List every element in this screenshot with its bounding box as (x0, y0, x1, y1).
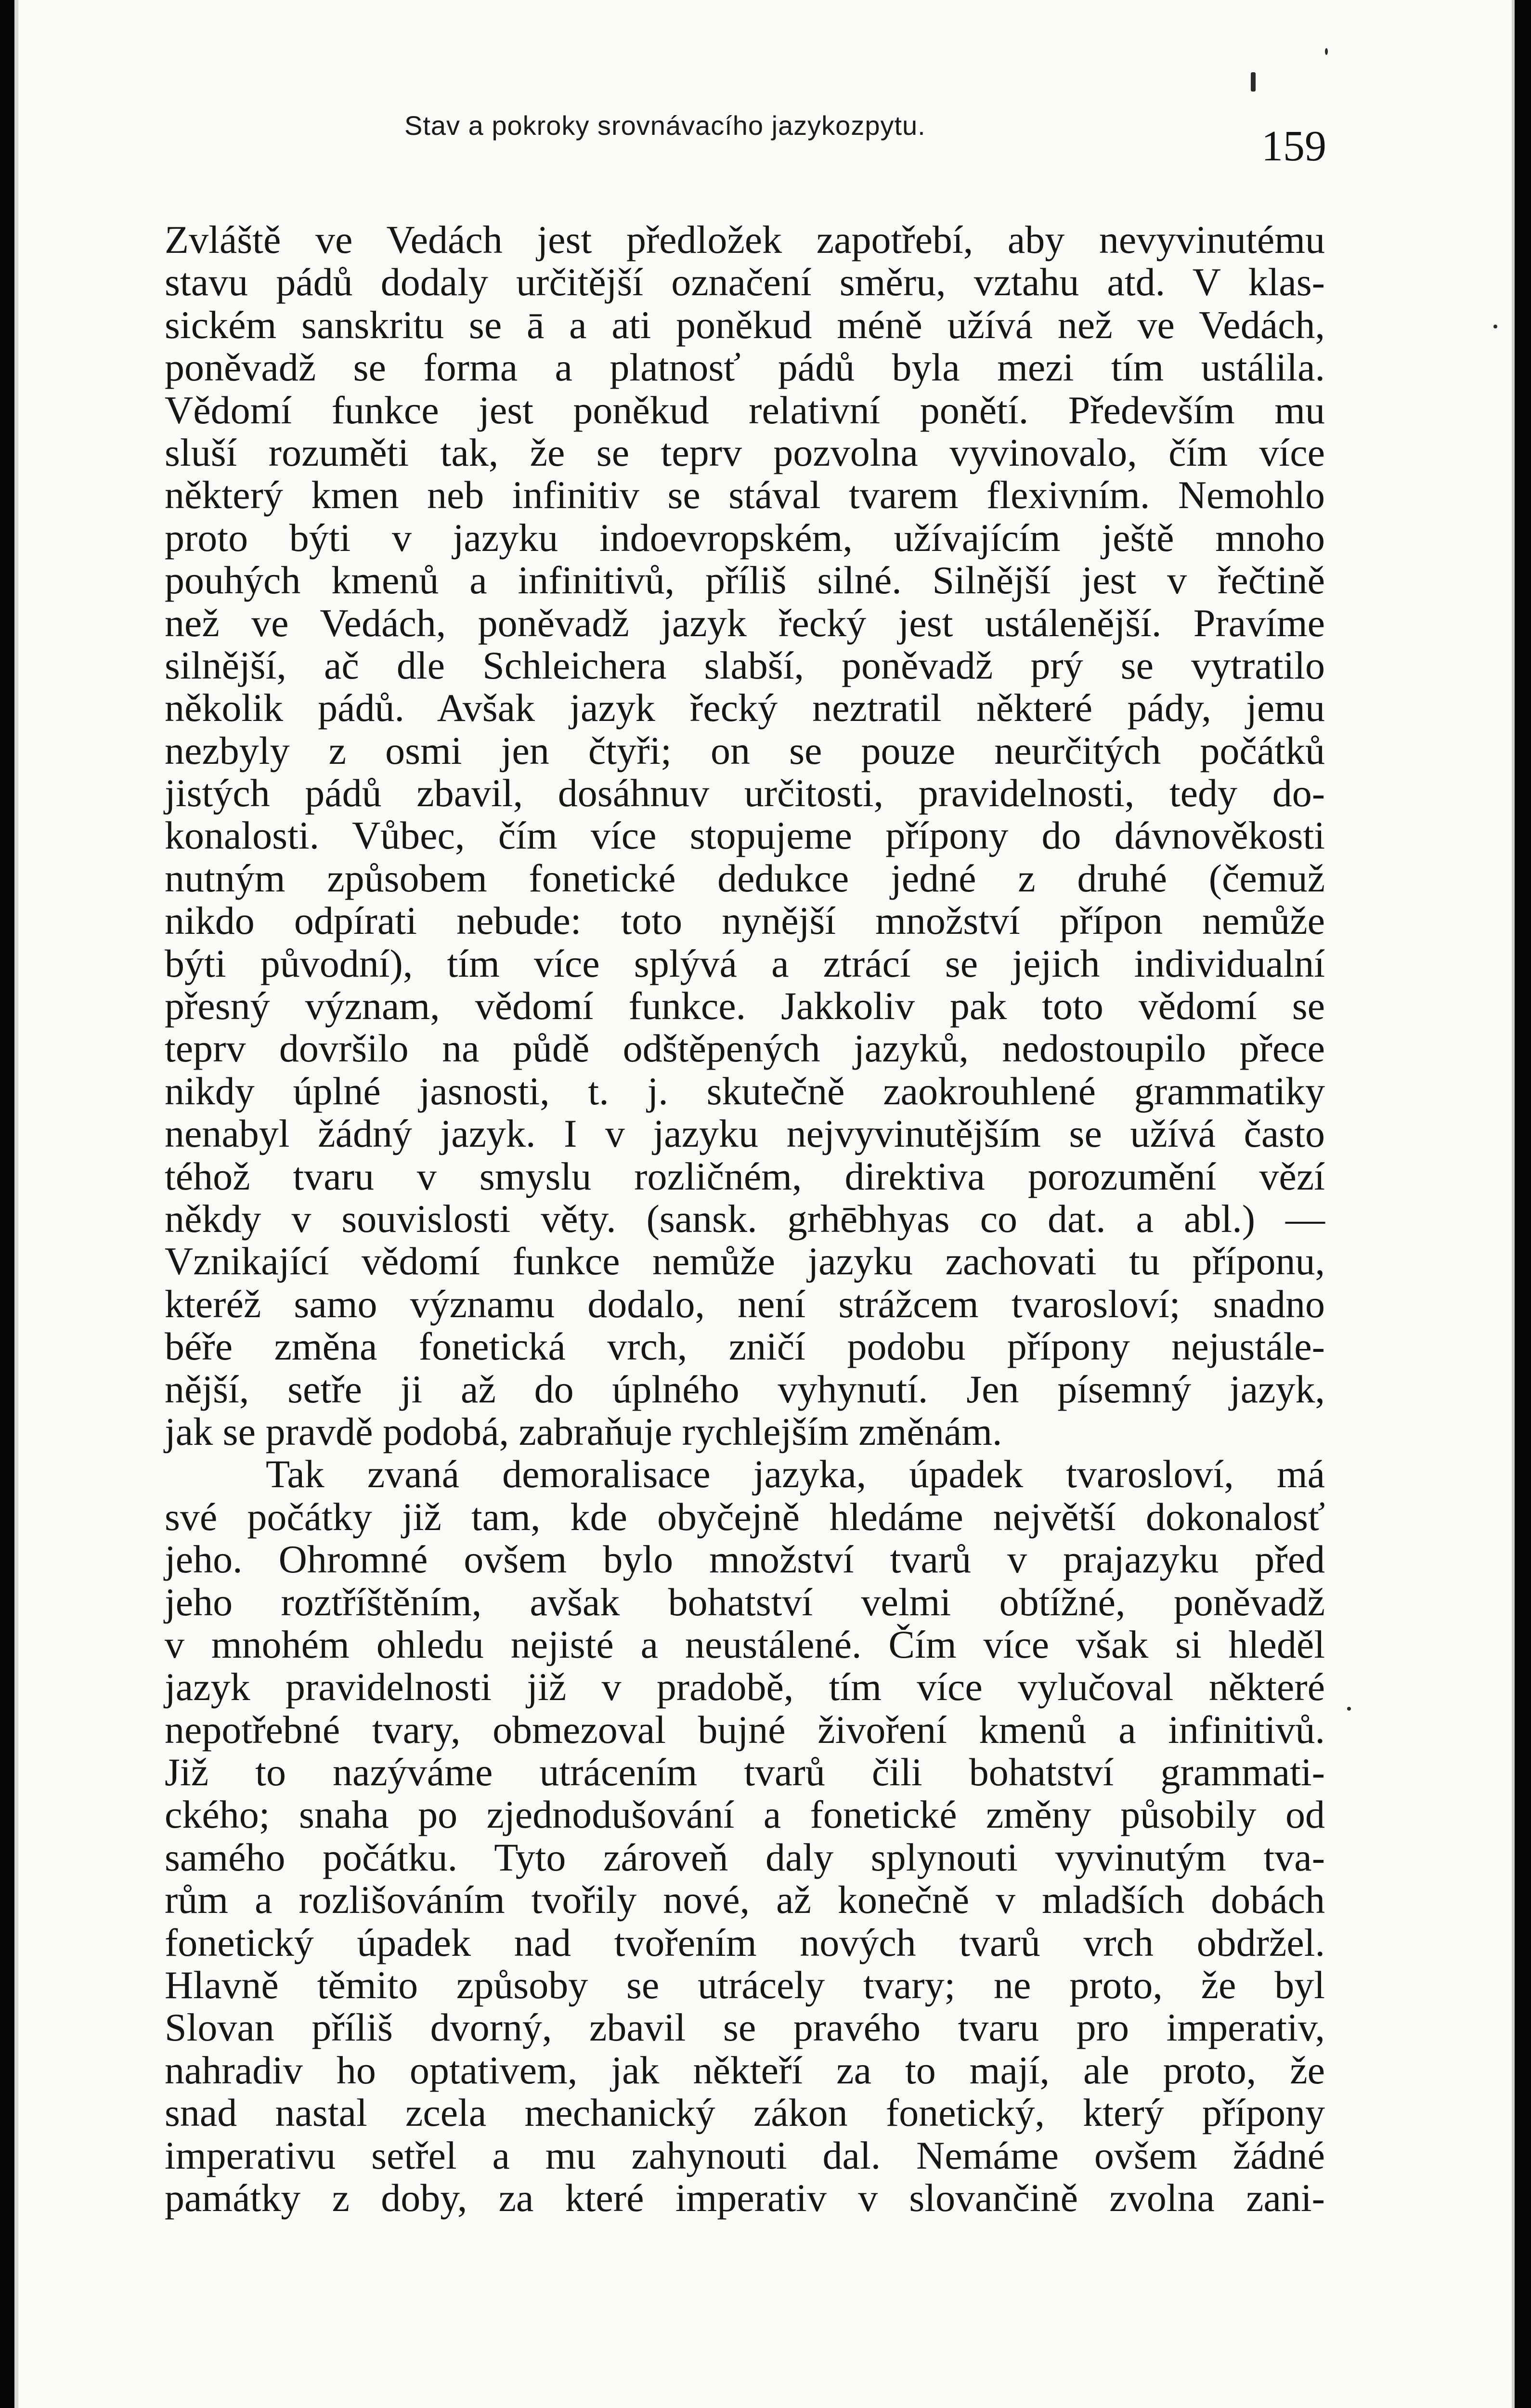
scan-speck (1493, 325, 1497, 328)
text-line: imperativu setřel a mu zahynouti dal. Nemáme ovšem žádné (165, 2133, 1325, 2177)
scan-speck (1325, 48, 1328, 55)
text-line: Slovan příliš dvorný, zbavil se pravého tvaru pro imperativ, (165, 2005, 1325, 2050)
text-line: jak se pravdě podobá, zabraňuje rychlejším změnám. (165, 1409, 1002, 1453)
text-line: než ve Vedách, poněvadž jazyk řecký jest ustálenější. Pravíme (165, 601, 1325, 645)
text-line: nikdo odpírati nebude: toto nynější množství přípon nemůže (165, 899, 1325, 943)
page-edge-left (14, 0, 18, 2408)
text-line: fonetický úpadek nad tvořením nových tvarů vrch obdržel. (165, 1920, 1325, 1964)
text-line: býti původní), tím více splývá a ztrácí se jejich individualní (165, 941, 1325, 985)
text-line: Tak zvaná demoralisace jazyka, úpadek tvarosloví, má (266, 1452, 1325, 1496)
text-line: samého počátku. Tyto zároveň daly splynouti vyvinutým tva- (165, 1835, 1325, 1879)
running-head: Stav a pokroky srovnávacího jazykozpytu. (404, 110, 926, 141)
text-line: nepotřebné tvary, obmezoval bujné živoření kmenů a infinitivů. (165, 1707, 1325, 1752)
text-line: stavu pádů dodaly určitější označení směru, vztahu atd. V klas- (165, 260, 1325, 304)
text-line: béře změna fonetická vrch, zničí podobu přípony nejustále- (165, 1324, 1325, 1369)
text-line: Vznikající vědomí funkce nemůže jazyku zachovati tu příponu, (165, 1239, 1325, 1283)
text-line: téhož tvaru v smyslu rozličném, direktiva porozumění vězí (165, 1154, 1325, 1198)
text-line: ckého; snaha po zjednodušování a fonetické změny působily od (165, 1793, 1325, 1837)
text-line: přesný význam, vědomí funkce. Jakkoliv pak toto vědomí se (165, 984, 1325, 1028)
text-line: sickém sanskritu se ā a ati poněkud méně užívá než ve Vedách, (165, 302, 1325, 347)
text-line: teprv dovršilo na půdě odštěpených jazyků, nedostoupilo přece (165, 1026, 1325, 1071)
text-line: několik pádů. Avšak jazyk řecký neztratil některé pády, jemu (165, 686, 1325, 730)
text-line: Vědomí funkce jest poněkud relativní ponětí. Především mu (165, 388, 1325, 432)
text-line: silnější, ač dle Schleichera slabší, poněvadž prý se vytratilo (165, 643, 1325, 687)
scan-speck (1251, 72, 1256, 92)
text-line: nahradiv ho optativem, jak někteří za to mají, ale proto, že (165, 2048, 1325, 2092)
text-line: jazyk pravidelnosti již v pradobě, tím více vylučoval některé (165, 1665, 1325, 1709)
text-line: rům a rozlišováním tvořily nové, až konečně v mladších dobách (165, 1878, 1325, 1922)
body-text (165, 219, 1325, 2219)
text-line: nenabyl žádný jazyk. I v jazyku nejvyvinutějším se užívá často (165, 1112, 1325, 1156)
text-line: nutným způsobem fonetické dedukce jedné z druhé (čemuž (165, 856, 1325, 900)
text-line: své počátky již tam, kde obyčejně hledáme největší dokonalosť (165, 1494, 1325, 1539)
page-number: 159 (1261, 122, 1326, 170)
scan-border-left (0, 0, 14, 2408)
text-line: poněvadž se forma a platnosť pádů byla mezi tím ustálila. (165, 345, 1325, 390)
text-line: v mnohém ohledu nejisté a neustálené. Čím více však si hleděl (165, 1622, 1325, 1666)
text-line: sluší rozuměti tak, že se teprv pozvolna vyvinovalo, čím více (165, 430, 1325, 474)
text-line: někdy v souvislosti věty. (sansk. grhēbhyas co dat. a abl.) — (165, 1196, 1325, 1241)
text-line: Hlavně těmito způsoby se utrácely tvary; ne proto, že byl (165, 1963, 1325, 2007)
text-line: některý kmen neb infinitiv se stával tvarem flexivním. Nemohlo (165, 473, 1325, 517)
page-edge-right (1512, 0, 1515, 2408)
text-line: Zvláště ve Vedách jest předložek zapotřebí, aby nevyvinutému (165, 218, 1325, 262)
text-line: nikdy úplné jasnosti, t. j. skutečně zaokrouhlené grammatiky (165, 1069, 1325, 1113)
scan-border-right (1515, 0, 1531, 2408)
text-line: pouhých kmenů a infinitivů, příliš silné. Silnější jest v řečtině (165, 558, 1325, 602)
text-line: jistých pádů zbavil, dosáhnuv určitosti, pravidelnosti, tedy do- (165, 771, 1325, 815)
text-line: nezbyly z osmi jen čtyři; on se pouze neurčitých počátků (165, 728, 1325, 772)
text-line: jeho. Ohromné ovšem bylo množství tvarů v prajazyku před (165, 1537, 1325, 1582)
text-line: proto býti v jazyku indoevropském, užívajícím ještě mnoho (165, 515, 1325, 560)
text-line: nější, setře ji až do úplného vyhynutí. Jen písemný jazyk, (165, 1367, 1325, 1411)
text-line: konalosti. Vůbec, čím více stopujeme přípony do dávnověkosti (165, 813, 1325, 858)
text-line: snad nastal zcela mechanický zákon fonetický, který přípony (165, 2091, 1325, 2135)
text-line: jeho roztříštěním, avšak bohatství velmi obtížné, poněvadž (165, 1580, 1325, 1624)
scan-speck (1347, 1707, 1351, 1711)
text-line: kteréž samo významu dodalo, není strážcem tvarosloví; snadno (165, 1282, 1325, 1326)
text-line: Již to nazýváme utrácením tvarů čili bohatství grammati- (165, 1750, 1325, 1794)
text-line: památky z doby, za které imperativ v slovančině zvolna zani- (165, 2175, 1325, 2220)
